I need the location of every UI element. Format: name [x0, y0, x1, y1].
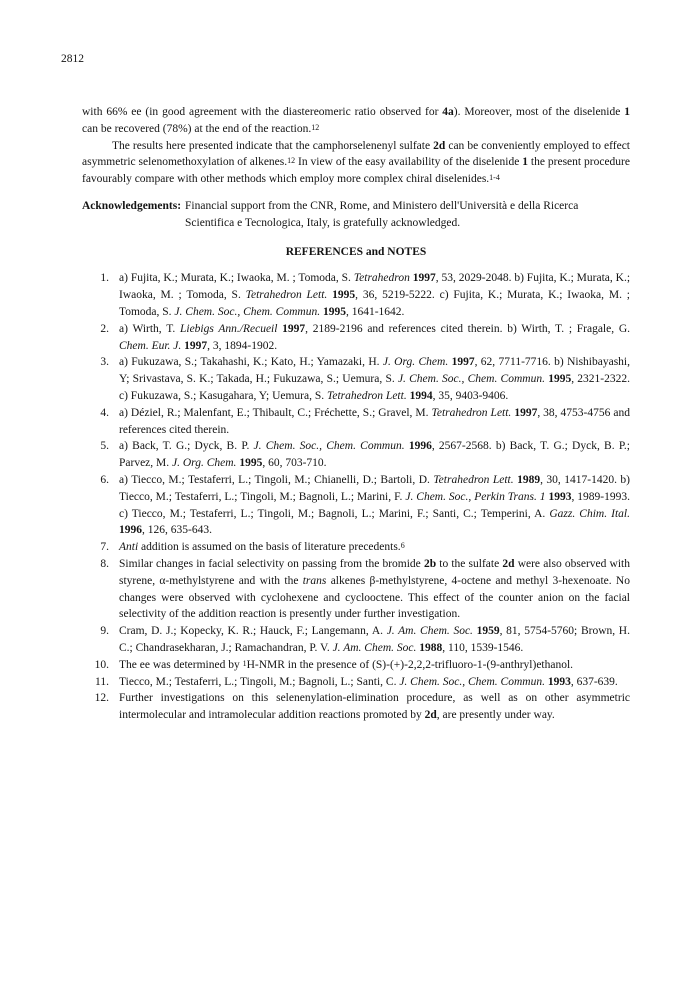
bold-text: 4a — [442, 106, 454, 118]
bold-text: 1995 — [322, 305, 346, 318]
italic-text: Tetrahedron — [353, 272, 410, 285]
citation-superscript: 1 — [242, 658, 247, 668]
citation-superscript: 6 — [400, 541, 405, 551]
text-run: alkenes β-methylstyrene, 4-octene and methyl 3-hexenoate. No changes were observed with cyclohexene and cyclooctene. This effect of the counter anion on the facial selectivity of the addition reaction is presently under further investigation. — [119, 574, 630, 621]
bold-text: 1993 — [547, 675, 571, 688]
italic-text: J. Am. Chem. Soc. — [332, 641, 417, 654]
text-run: , 2567-2568. b) Back, T. G.; Dyck, B. P.; Parvez, M. — [119, 440, 631, 470]
text-run: a) Fukuzawa, S.; Takahashi, K.; Kato, H.; Yamazaki, H. — [119, 356, 383, 369]
bold-text: 1997 — [514, 406, 538, 419]
bold-text: 1959 — [476, 625, 500, 638]
text-run: , 38, 4753-4756 and references cited therein. — [119, 406, 630, 436]
italic-text: Chem. Eur. J. — [119, 339, 182, 352]
reference-text — [119, 674, 630, 691]
italic-text: J. Chem. Soc., Chem. Commun. — [399, 675, 545, 688]
text-run: to the sulfate — [436, 557, 503, 570]
text-run: , 62, 7711-7716. b) Nishibayashi, Y; Srivastava, S. K.; Takada, H.; Fukuzawa, S.; Uemura, S. — [119, 356, 630, 386]
reference-number: 11. — [95, 675, 109, 688]
text-run: , 53, 2029-2048. b) Fujita, K.; Murata, K.; Iwaoka, M. ; Tomoda, S. — [119, 272, 631, 302]
reference-number: 5. — [100, 440, 109, 453]
italic-text: J. Chem. Soc., Perkin Trans. 1 — [405, 490, 546, 503]
reference-number: 3. — [100, 356, 109, 369]
bold-text: 1996 — [408, 440, 432, 453]
text-run: , 2321-2322. c) Fukuzawa, S.; Kasugahara, Y; Uemura, S. — [119, 373, 631, 402]
text-run: H-NMR in the presence of (S)-(+)-2,2,2-trifluoro-1-(9-anthryl)ethanol. — [246, 658, 574, 671]
text-run: , are presently under way. — [436, 709, 555, 722]
paragraph — [82, 104, 630, 138]
reference-text — [119, 657, 630, 674]
bold-text: 2d — [433, 139, 446, 152]
text-run: , 35, 9403-9406. — [432, 389, 509, 402]
reference-number: 6. — [100, 473, 109, 486]
reference-text — [119, 438, 630, 472]
text-run: the present procedure favourably compare with other methods which employ more complex chiral diselenides. — [82, 156, 630, 186]
text-run: The ee was determined by — [119, 658, 243, 671]
bold-text: 2d — [424, 709, 437, 722]
acknowledgements-text: Financial support from the CNR, Rome, and Ministero dell'Università e della Ricerca Scientifica e Tecnologica, Italy, is gratefully acknowledged. — [185, 199, 579, 229]
bold-text: 1993 — [548, 490, 572, 503]
reference-text — [119, 321, 630, 355]
article-body — [82, 104, 630, 724]
text-run: , 110, 1539-1546. — [442, 641, 524, 654]
reference-number: 10. — [94, 658, 109, 671]
text-run: , 60, 703-710. — [262, 457, 327, 470]
italic-text: Tetrahedron Lett. — [433, 473, 514, 486]
italic-text: Gazz. Chim. Ital. — [549, 507, 630, 520]
reference-number: 9. — [100, 625, 109, 638]
bold-text: 1995 — [239, 457, 263, 470]
reference-number: 1. — [100, 272, 109, 285]
references-title: REFERENCES and NOTES — [285, 245, 427, 258]
text-run: Cram, D. J.; Kopecky, K. R.; Hauck, F.; Langemann, A. — [119, 625, 387, 638]
reference-item — [82, 657, 630, 674]
reference-item — [82, 690, 630, 724]
italic-text: Tetrahedron Lett. — [327, 389, 407, 402]
reference-item — [82, 556, 630, 623]
bold-text: 1996 — [119, 524, 142, 537]
text-run: Similar changes in facial selectivity on passing from the bromide — [119, 557, 424, 570]
text-run: a) Déziel, R.; Malenfant, E.; Thibault, C.; Fréchette, S.; Gravel, M. — [119, 406, 432, 419]
text-run: ). Moreover, most of the diselenide — [453, 106, 625, 118]
italic-text: J. Am. Chem. Soc. — [386, 625, 473, 638]
text-run: , 36, 5219-5222. c) Fujita, K.; Murata, K.; Iwaoka, M. ; Tomoda, S. — [119, 289, 630, 318]
paragraph — [82, 138, 630, 188]
italic-text: Tetrahedron Lett. — [431, 406, 512, 419]
bold-text: 1997 — [451, 356, 475, 369]
text-run: , 3, 1894-1902. — [207, 339, 278, 352]
citation-superscript: 1-4 — [489, 173, 500, 183]
reference-text — [119, 539, 630, 556]
bold-text: 2b — [423, 557, 437, 570]
italic-text: J. Chem. Soc., Chem. Commun. — [174, 305, 321, 318]
text-run: In view of the easy availability of the diselenide — [295, 156, 523, 169]
bold-text: 2d — [502, 557, 515, 570]
text-run: a) Fujita, K.; Murata, K.; Iwaoka, M. ; Tomoda, S. — [119, 272, 354, 285]
italic-text: J. Org. Chem. — [382, 356, 449, 369]
reference-item — [82, 472, 630, 539]
text-run: addition is assumed on the basis of literature precedents. — [138, 541, 401, 554]
reference-text — [119, 623, 630, 657]
reference-item — [82, 321, 630, 355]
reference-item — [82, 674, 630, 691]
bold-text: 1 — [522, 156, 529, 169]
bold-text: 1997 — [282, 322, 306, 335]
italic-text: J. Chem. Soc., Chem. Commun. — [253, 440, 405, 453]
reference-number: 2. — [100, 322, 109, 335]
reference-list — [82, 270, 630, 724]
text-run: , 30, 1417-1420. b) Tiecco, M.; Testaferri, L.; Tingoli, M.; Bagnoli, L.; Marini, F. — [119, 473, 630, 503]
reference-text — [119, 354, 630, 404]
bold-text: 1997 — [184, 339, 208, 352]
text-run: Tiecco, M.; Testaferri, L.; Tingoli, M.; Bagnoli, L.; Santi, C. — [119, 675, 400, 688]
bold-text: 1995 — [332, 289, 356, 302]
reference-text — [119, 556, 630, 623]
italic-text: Tetrahedron Lett. — [245, 289, 328, 302]
text-run: , 1989-1993. c) Tiecco, M.; Testaferri, L.; Tingoli, M.; Bagnoli, L.; Marini, F.; Santi, C.; Temperini, A. — [119, 490, 631, 520]
text-run: a) Wirth, T. — [119, 322, 180, 335]
italic-text: J. Chem. Soc., Chem. Commun. — [397, 373, 545, 386]
reference-text — [119, 270, 630, 320]
reference-number: 4. — [100, 406, 109, 419]
text-run: were also observed with styrene, α-methylstyrene and with the — [119, 557, 630, 587]
page-number: 2812 — [61, 53, 84, 65]
text-run: a) Tiecco, M.; Testaferri, L.; Tingoli, M.; Chianelli, D.; Bartoli, D. — [119, 473, 434, 486]
italic-text: trans — [302, 574, 327, 587]
citation-superscript: 12 — [287, 156, 296, 166]
reference-item — [82, 405, 630, 439]
bold-text: 1988 — [419, 641, 443, 654]
bold-text: 1995 — [548, 373, 572, 386]
reference-text — [119, 405, 630, 439]
text-run: can be conveniently employed to effect asymmetric selenomethoxylation of alkenes. — [82, 139, 631, 169]
reference-item — [82, 623, 630, 657]
italic-text: J. Org. Chem. — [172, 457, 237, 470]
italic-text: Anti — [119, 541, 139, 554]
reference-number: 7. — [100, 541, 109, 554]
citation-superscript: 12 — [311, 122, 320, 132]
bold-text: 1997 — [412, 272, 436, 285]
reference-number: 8. — [100, 557, 109, 570]
reference-number: 12. — [94, 692, 109, 705]
text-run: can be recovered (78%) at the end of the reaction. — [82, 122, 312, 135]
text-run: Further investigations on this selenenylation-elimination procedure, as well as on other asymmetric intermolecular and intramolecular addition reactions promoted by — [119, 692, 630, 722]
bold-text: 1 — [624, 106, 630, 118]
text-run: , 637-639. — [570, 675, 618, 688]
bold-text: 1994 — [409, 389, 433, 402]
acknowledgements — [82, 198, 630, 232]
text-run: , 81, 5754-5760; Brown, H. C.; Chandrasekharan, J.; Ramachandran, P. V. — [119, 625, 630, 654]
reference-item — [82, 354, 630, 404]
reference-item — [82, 438, 630, 472]
text-run: a) Back, T. G.; Dyck, B. P. — [119, 440, 254, 453]
bold-text: 1989 — [517, 473, 541, 486]
text-run: with 66% ee (in good agreement with the diastereomeric ratio observed for — [82, 106, 443, 118]
acknowledgements-heading: Acknowledgements: — [82, 199, 182, 212]
reference-text — [119, 690, 630, 724]
reference-item — [82, 539, 630, 556]
reference-item — [82, 270, 630, 320]
text-run: The results here presented indicate that the camphorselenenyl sulfate — [112, 139, 434, 152]
text-run: , 126, 635-643. — [142, 524, 212, 537]
text-run: , 2189-2196 and references cited therein. b) Wirth, T. ; Fragale, G. — [305, 322, 630, 335]
reference-text — [119, 472, 630, 539]
italic-text: Liebigs Ann./Recueil — [179, 322, 278, 335]
text-run: , 1641-1642. — [345, 305, 405, 318]
